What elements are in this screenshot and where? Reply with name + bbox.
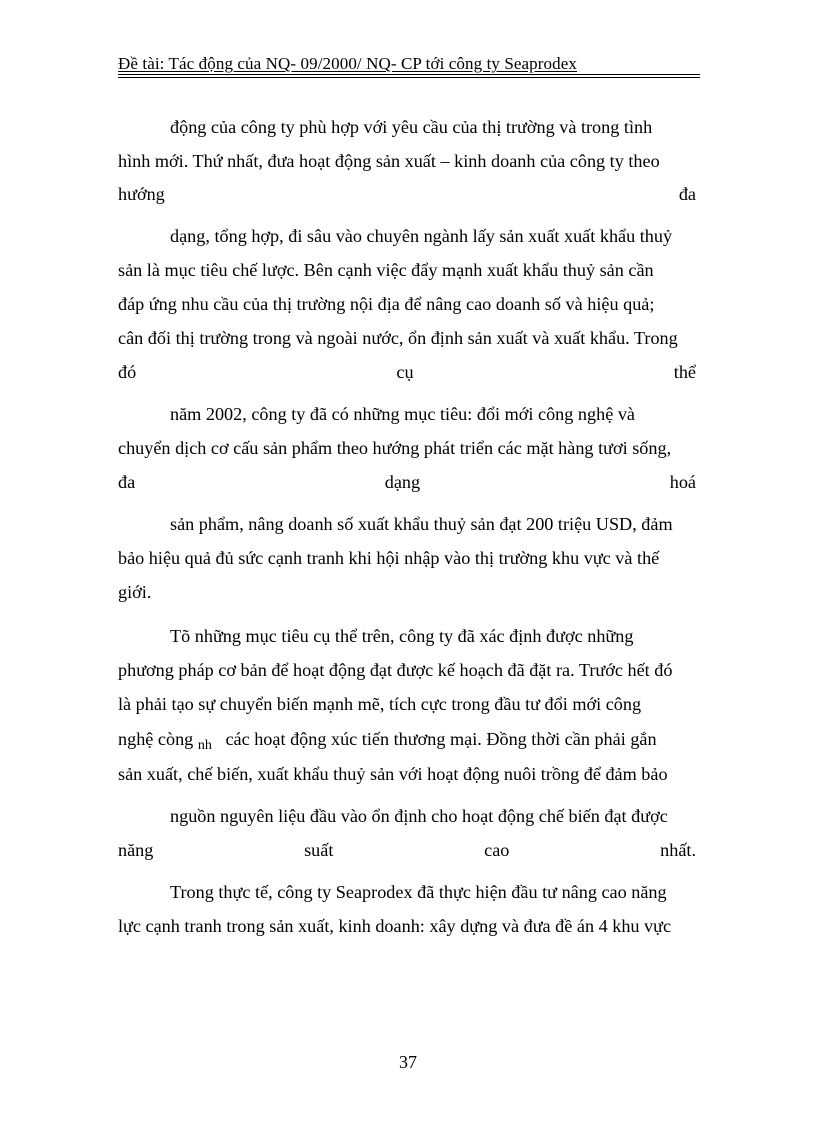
text-line: chuyển dịch cơ cấu sản phẩm theo hướng phát triển các mặt hàng tươi sống, — [118, 438, 672, 458]
text-line: lực cạnh tranh trong sản xuất, kinh doanh: xây dựng và đưa đề án 4 khu vực — [118, 916, 672, 936]
header-rule-double — [118, 77, 700, 78]
text-line — [118, 183, 696, 205]
header-title: Đề tài: Tác động của NQ- 09/2000/ NQ- CP tới công ty Seaprodex — [118, 54, 577, 73]
text-line: hình mới. Thứ nhất, đưa hoạt động sản xuất – kinh doanh của công ty theo — [118, 151, 660, 171]
word: nh — [197, 738, 212, 753]
text-line — [118, 839, 696, 861]
text-line: giới. — [118, 582, 152, 602]
word: đa — [678, 184, 696, 204]
text-line: sản là mục tiêu chế lược. Bên cạnh việc đẩy mạnh xuất khẩu thuỷ sản cần — [118, 260, 654, 280]
word: nhất. — [660, 840, 696, 860]
word: cụ — [396, 362, 414, 382]
header-rule — [118, 74, 700, 75]
text-line: bảo hiệu quả đủ sức cạnh tranh khi hội nhập vào thị trường khu vực và thế — [118, 548, 660, 568]
text-line — [118, 471, 696, 493]
text-line: năm 2002, công ty đã có những mục tiêu: đổi mới công nghệ và — [170, 404, 635, 424]
word: đa — [118, 472, 136, 492]
word: các hoạt động xúc tiến thương mại. Đồng thời cần phải gắn — [225, 729, 657, 749]
text-line — [118, 728, 657, 753]
text-line: nguồn nguyên liệu đầu vào ổn định cho hoạt động chế biến đạt được — [170, 806, 668, 826]
text-line: cân đối thị trường trong và ngoài nước, ổn định sản xuất và xuất khẩu. Trong — [118, 328, 678, 348]
text-line: Tõ những mục tiêu cụ thể trên, công ty đã xác định được những — [170, 626, 634, 646]
word: năng — [118, 840, 154, 860]
text-line: sản phẩm, nâng doanh số xuất khẩu thuỷ sản đạt 200 triệu USD, đảm — [170, 514, 673, 534]
text-line: sản xuất, chế biến, xuất khẩu thuỷ sản với hoạt động nuôi trồng để đảm bảo — [118, 764, 668, 784]
text-line: dạng, tổng hợp, đi sâu vào chuyên ngành lấy sản xuất xuất khẩu thuỷ — [170, 226, 673, 246]
text-line: là phải tạo sự chuyển biến mạnh mẽ, tích cực trong đầu tư đổi mới công — [118, 694, 642, 714]
page-number: 37 — [399, 1052, 417, 1072]
text-line: động của công ty phù hợp với yêu cầu của thị trường và trong tình — [170, 117, 653, 137]
text-line — [118, 361, 696, 383]
page-header — [118, 50, 700, 80]
word: cao — [484, 840, 510, 860]
text-line: phương pháp cơ bản để hoạt động đạt được kế hoạch đã đặt ra. Trước hết đó — [118, 660, 673, 680]
word: hướng — [118, 184, 165, 204]
word: suất — [304, 840, 334, 860]
word: hoá — [669, 472, 696, 492]
word: dạng — [384, 472, 421, 492]
word: đó — [118, 362, 137, 382]
word: nghệ còng — [118, 729, 194, 749]
word: thể — [673, 362, 696, 382]
text-line: Trong thực tế, công ty Seaprodex đã thực hiện đầu tư nâng cao năng — [170, 882, 667, 902]
text-line: đáp ứng nhu cầu của thị trường nội địa để nâng cao doanh số và hiệu quả; — [118, 294, 655, 314]
